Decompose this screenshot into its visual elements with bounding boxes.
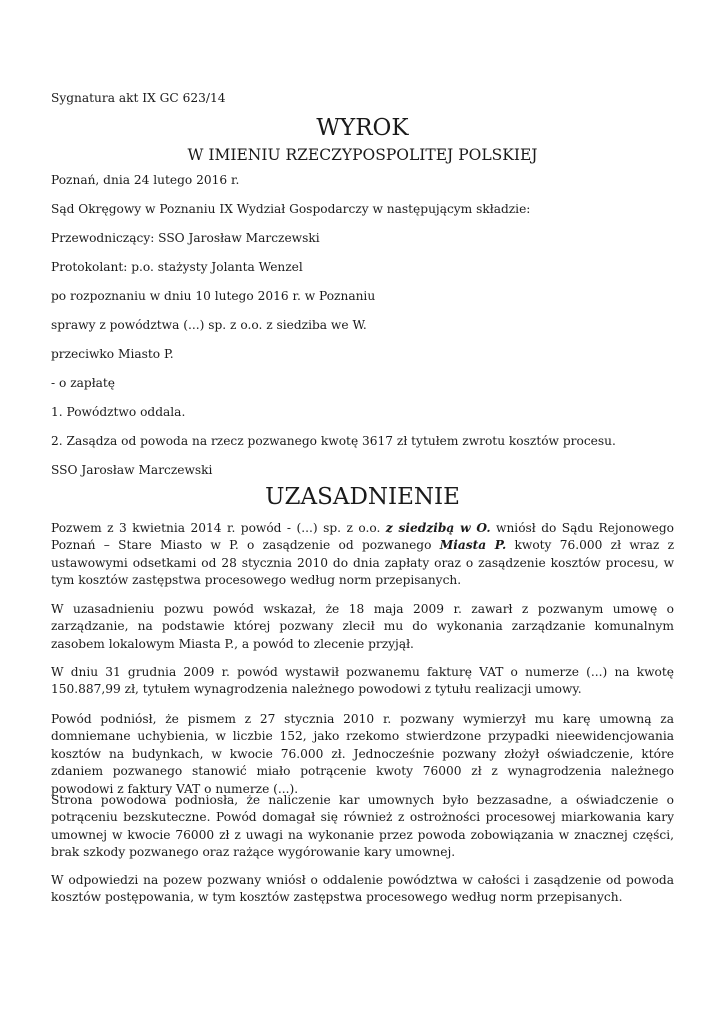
hearing-date: po rozpoznaniu w dniu 10 lutego 2016 r. w Poznaniu xyxy=(51,289,376,303)
case-parties: sprawy z powództwa (...) sp. z o.o. z siedziba we W. xyxy=(51,318,367,332)
case-subject: - o zapłatę xyxy=(51,376,116,390)
verdict-subtitle: W IMIENIU RZECZYPOSPOLITEJ POLSKIEJ xyxy=(187,146,538,164)
p1-seat-emphasis: z siedzibą w O. xyxy=(385,521,491,535)
place-date: Poznań, dnia 24 lutego 2016 r. xyxy=(51,173,240,187)
justification-paragraph-6: W odpowiedzi na pozew pozwany wniósł o oddalenie powództwa w całości i zasądzenie od powoda kosztów postępowania, w tym kosztów zastępstwa procesowego według norm przepisanych. xyxy=(51,873,674,905)
defendant: przeciwko Miasto P. xyxy=(51,347,174,361)
p1-text-a: Pozwem z 3 kwietnia 2014 r. powód - (...) sp. z o.o. xyxy=(51,521,386,535)
verdict-point-1: 1. Powództwo oddala. xyxy=(51,405,186,419)
justification-paragraph-2: W uzasadnieniu pozwu powód wskazał, że 18 maja 2009 r. zawarł z pozwanym umowę o zarządzanie, na podstawie której pozwany zlecił mu do wykonania zarządzanie komunalnym zasobem lokalowym Miasta P., a powód to zlecenie przyjął. xyxy=(51,602,674,651)
p1-text-c: wniósł do Sądu Rejonowego Poznań – Stare Miasto w P. o zasądzenie od pozwanego xyxy=(51,521,674,553)
presiding-judge: Przewodniczący: SSO Jarosław Marczewski xyxy=(51,231,320,245)
case-signature: Sygnatura akt IX GC 623/14 xyxy=(51,91,226,105)
p1-text-e: kwoty 76.000 zł wraz z ustawowymi odsetkami od 28 stycznia 2010 do dnia zapłaty oraz o zasądzenie kosztów procesu, w tym kosztów zastępstwa procesowego według norm przepisanych. xyxy=(51,538,674,588)
p1-defendant-emphasis: Miasta P. xyxy=(439,538,507,553)
court-clerk: Protokolant: p.o. stażysty Jolanta Wenzel xyxy=(51,260,303,274)
justification-title: UZASADNIENIE xyxy=(265,484,460,510)
justification-paragraph-1 xyxy=(51,520,674,590)
justification-paragraph-4: Powód podniósł, że pismem z 27 stycznia 2010 r. pozwany wymierzył mu karę umowną za domniemane uchybienia, w liczbie 152, jako rzekomo stwierdzone przypadki nieewidencjowania kosztów na budynkach, w kwocie 76.000 zł. Jednocześnie pozwany złożył oświadczenie, które zdaniem pozwanego stanowić miało potrącenie kwoty 76000 zł z wynagrodzenia należnego powodowi z faktury VAT o numerze (...). xyxy=(51,712,674,796)
court-composition: Sąd Okręgowy w Poznaniu IX Wydział Gospodarczy w następującym składzie: xyxy=(51,202,531,216)
verdict-point-2: 2. Zasądza od powoda na rzecz pozwanego kwotę 3617 zł tytułem zwrotu kosztów procesu. xyxy=(51,434,616,448)
judge-signature: SSO Jarosław Marczewski xyxy=(51,463,213,477)
justification-paragraph-5: Strona powodowa podniosła, że naliczenie kar umownych było bezzasadne, a oświadczenie o potrąceniu bezskuteczne. Powód domagał się również z ostrożności procesowej miarkowania kary umownej w kwocie 76000 zł z uwagi na wykonanie przez powoda zobowiązania w znacznej części, brak szkody pozwanego oraz rażące wygórowanie kary umownej. xyxy=(51,793,674,860)
justification-paragraph-3: W dniu 31 grudnia 2009 r. powód wystawił pozwanemu fakturę VAT o numerze (...) na kwotę 150.887,99 zł, tytułem wynagrodzenia należnego powodowi z tytułu realizacji umowy. xyxy=(51,665,674,697)
verdict-title: WYROK xyxy=(316,115,409,141)
